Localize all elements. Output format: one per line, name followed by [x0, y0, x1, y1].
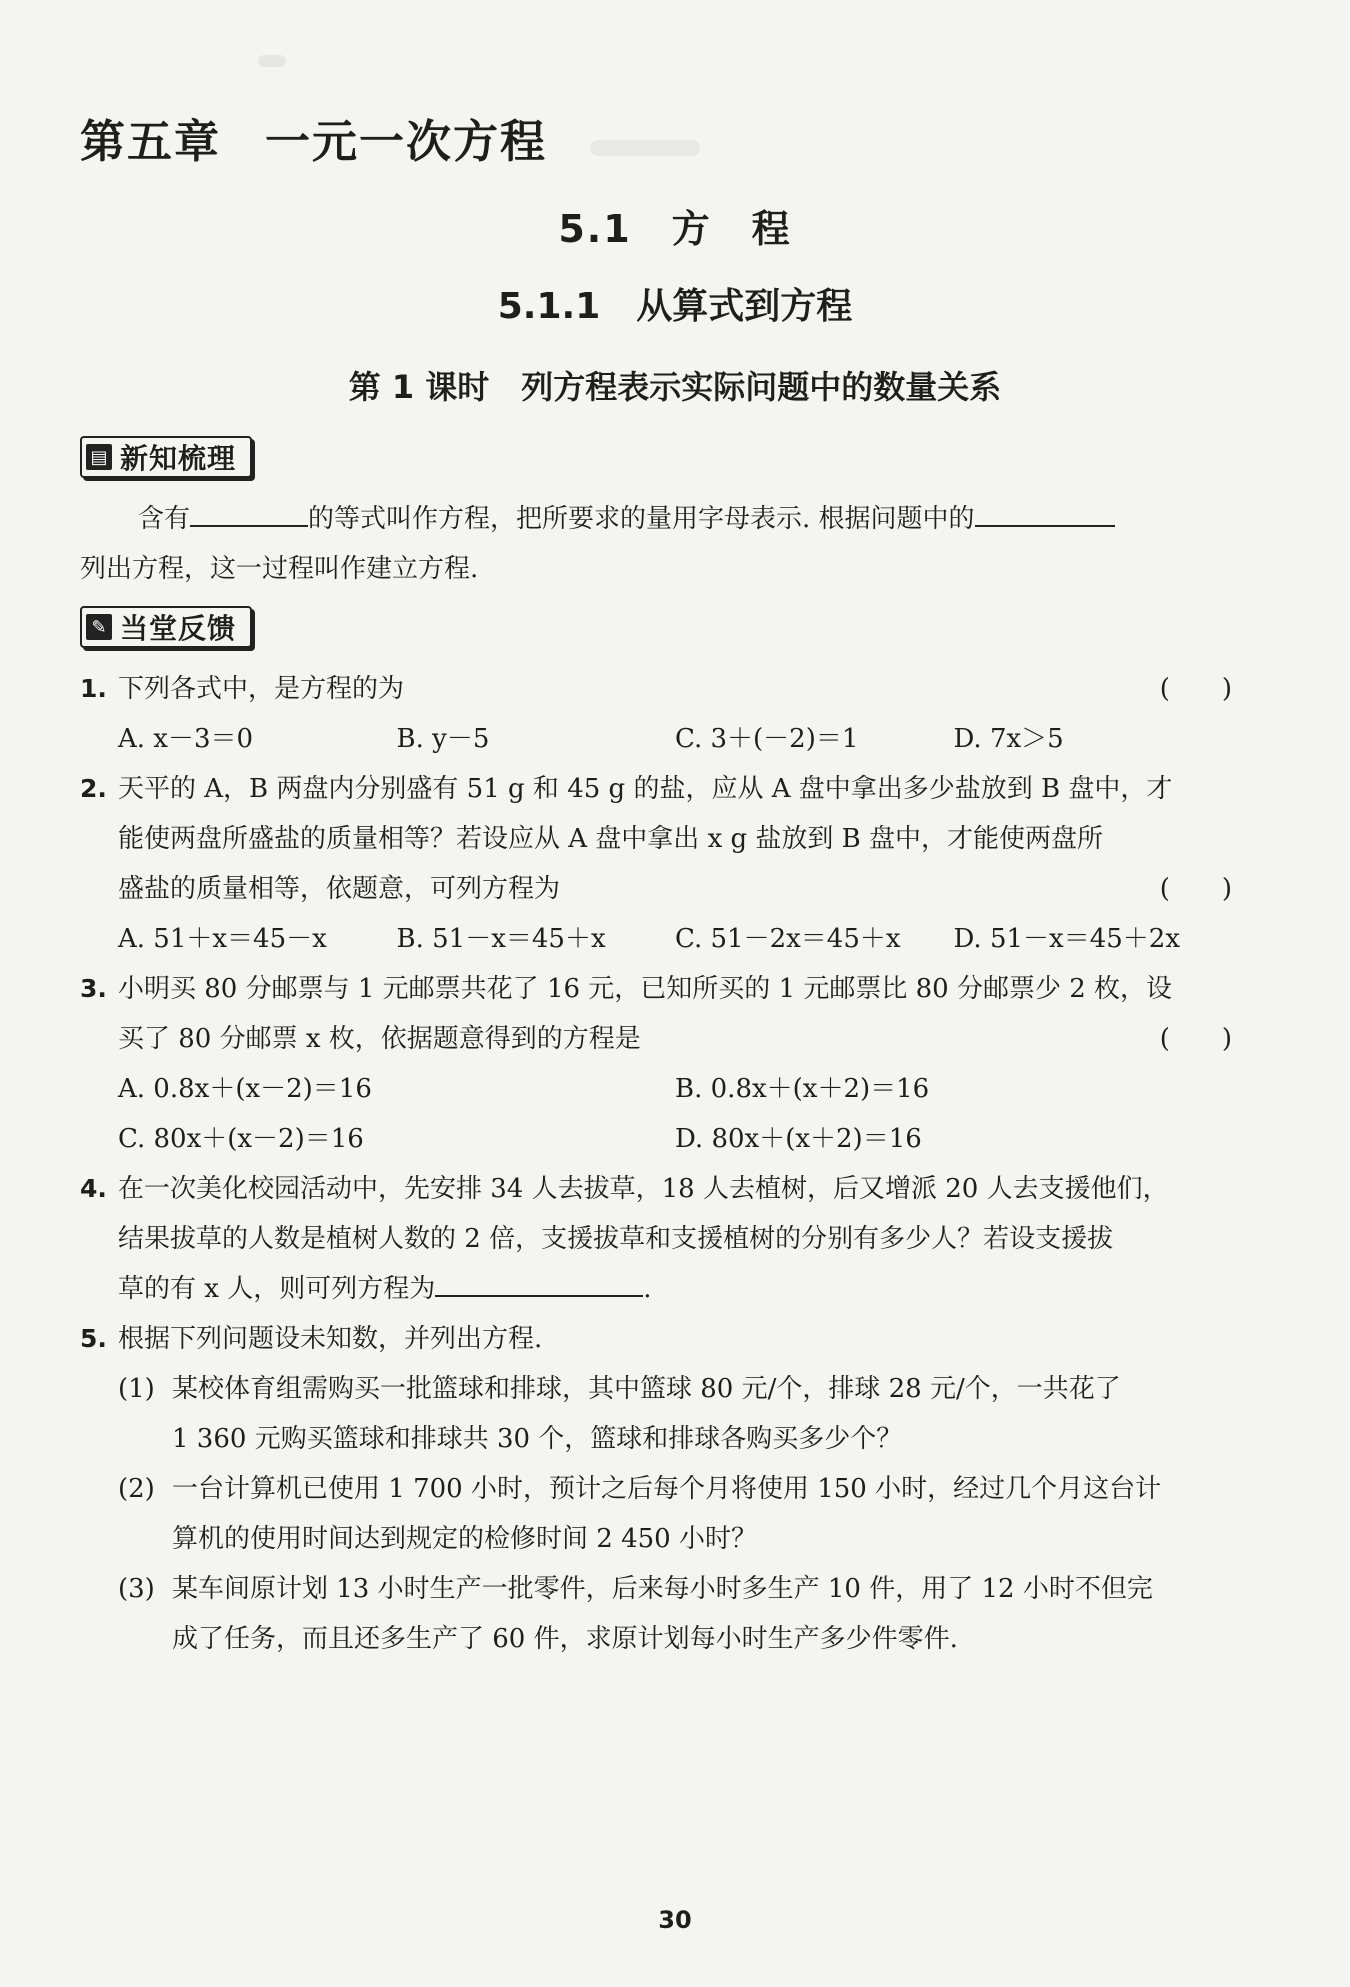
sub-question-label: (3) [118, 1574, 155, 1604]
chapter-name: 一元一次方程 [265, 115, 548, 168]
book-icon: ▤ [86, 444, 112, 470]
fill-blank[interactable] [975, 495, 1115, 527]
option-c[interactable]: C. 3＋(－2)＝1 [675, 724, 859, 754]
question-1 [80, 664, 1232, 764]
question-text: 下列各式中，是方程的为 ( ) [80, 664, 1232, 714]
question-number: 1. [80, 674, 107, 703]
question-3 [80, 964, 1232, 1164]
sub-question-text: 一台计算机已使用 1 700 小时，预计之后每个月将使用 150 小时，经过几个月这台计 [172, 1474, 1162, 1504]
option-d[interactable]: D. 7x＞5 [953, 724, 1064, 754]
tag-label: 新知梳理 [120, 442, 237, 475]
fill-blank[interactable] [435, 1265, 643, 1297]
option-c[interactable]: C. 80x＋(x－2)＝16 [118, 1124, 364, 1154]
question-text-line: 结果拔草的人数是植树人数的 2 倍，支援拔草和支援植树的分别有多少人？若设支援拔 [118, 1224, 1114, 1254]
question-list [80, 664, 1232, 1664]
option-list [80, 714, 1232, 764]
sub-question-text: 某车间原计划 13 小时生产一批零件，后来每小时多生产 10 件，用了 12 小时不但完 [172, 1574, 1153, 1604]
chapter-title [80, 105, 547, 170]
sub-question-text: 某校体育组需购买一批篮球和排球，其中篮球 80 元/个，排球 28 元/个，一共花了 [172, 1374, 1121, 1404]
tag-label: 当堂反馈 [120, 612, 237, 645]
page-number: 30 [658, 1906, 692, 1934]
sub-question-2 [80, 1464, 1232, 1564]
option-a[interactable]: A. 51＋x＝45－x [118, 924, 327, 954]
option-a[interactable]: A. 0.8x＋(x－2)＝16 [118, 1074, 372, 1104]
question-number: 2. [80, 774, 107, 803]
question-text-line: 天平的 A，B 两盘内分别盛有 51 g 和 45 g 的盐，应从 A 盘中拿出多少盐放到 B 盘中，才 [118, 774, 1173, 804]
question-text-line: 能使两盘所盛盐的质量相等？若设应从 A 盘中拿出 x g 盐放到 B 盘中，才能使两盘所 [118, 824, 1104, 854]
sub-question-text: 成了任务，而且还多生产了 60 件，求原计划每小时生产多少件零件. [172, 1624, 958, 1654]
section-tag-new-knowledge [80, 436, 252, 478]
pencil-icon: ✎ [86, 614, 112, 640]
question-text-line: 买了 80 分邮票 x 枚，依据题意得到的方程是 ( ) [80, 1014, 1232, 1064]
section-title: 5.1 方 程 [558, 207, 792, 251]
option-list [80, 914, 1232, 964]
option-b[interactable]: B. 51－x＝45＋x [396, 924, 606, 954]
option-c[interactable]: C. 51－2x＝45＋x [675, 924, 901, 954]
sub-question-label: (1) [118, 1374, 155, 1404]
lesson-title: 第 1 课时 列方程表示实际问题中的数量关系 [348, 368, 1002, 406]
section-tag-feedback [80, 606, 252, 648]
answer-bracket[interactable]: ( ) [1159, 1024, 1232, 1054]
chapter-number: 第五章 [80, 115, 222, 168]
option-b[interactable]: B. 0.8x＋(x＋2)＝16 [675, 1074, 930, 1104]
question-number: 4. [80, 1174, 107, 1203]
question-number: 5. [80, 1324, 107, 1353]
question-text-line: 在一次美化校园活动中，先安排 34 人去拔草，18 人去植树，后又增派 20 人去支援他们， [118, 1174, 1169, 1204]
fill-blank[interactable] [190, 495, 308, 527]
question-text-line: 盛盐的质量相等，依题意，可列方程为 ( ) [80, 864, 1232, 914]
option-d[interactable]: D. 51－x＝45＋2x [953, 924, 1180, 954]
scan-speck [590, 140, 700, 156]
intro-text-1: 含有 [138, 504, 191, 534]
option-a[interactable]: A. x－3＝0 [118, 724, 254, 754]
sub-question-1 [80, 1364, 1232, 1464]
question-text: 根据下列问题设未知数，并列出方程. [118, 1324, 543, 1354]
question-number: 3. [80, 974, 107, 1003]
intro-text-3: 列出方程，这一过程叫作建立方程. [80, 554, 479, 584]
option-b[interactable]: B. y－5 [396, 724, 490, 754]
option-list [80, 1064, 1232, 1164]
option-d[interactable]: D. 80x＋(x＋2)＝16 [675, 1124, 922, 1154]
question-5 [80, 1314, 1232, 1664]
question-text-line: 草的有 x 人，则可列方程为 . [80, 1264, 1232, 1314]
sub-question-text: 算机的使用时间达到规定的检修时间 2 450 小时？ [172, 1524, 757, 1554]
question-2 [80, 764, 1232, 964]
scan-speck [258, 55, 286, 67]
answer-bracket[interactable]: ( ) [1159, 874, 1232, 904]
question-text-line: 小明买 80 分邮票与 1 元邮票共花了 16 元，已知所买的 1 元邮票比 80 分邮票少 2 枚，设 [118, 974, 1173, 1004]
sub-question-text: 1 360 元购买篮球和排球共 30 个，篮球和排球各购买多少个？ [172, 1424, 903, 1454]
intro-text-2: 的等式叫作方程，把所要求的量用字母表示. 根据问题中的 [308, 504, 975, 534]
question-4 [80, 1164, 1232, 1314]
sub-question-3 [80, 1564, 1232, 1664]
intro-paragraph [80, 494, 1232, 594]
subsection-title: 5.1.1 从算式到方程 [497, 286, 853, 327]
sub-question-label: (2) [118, 1474, 155, 1504]
answer-bracket[interactable]: ( ) [1159, 674, 1232, 704]
